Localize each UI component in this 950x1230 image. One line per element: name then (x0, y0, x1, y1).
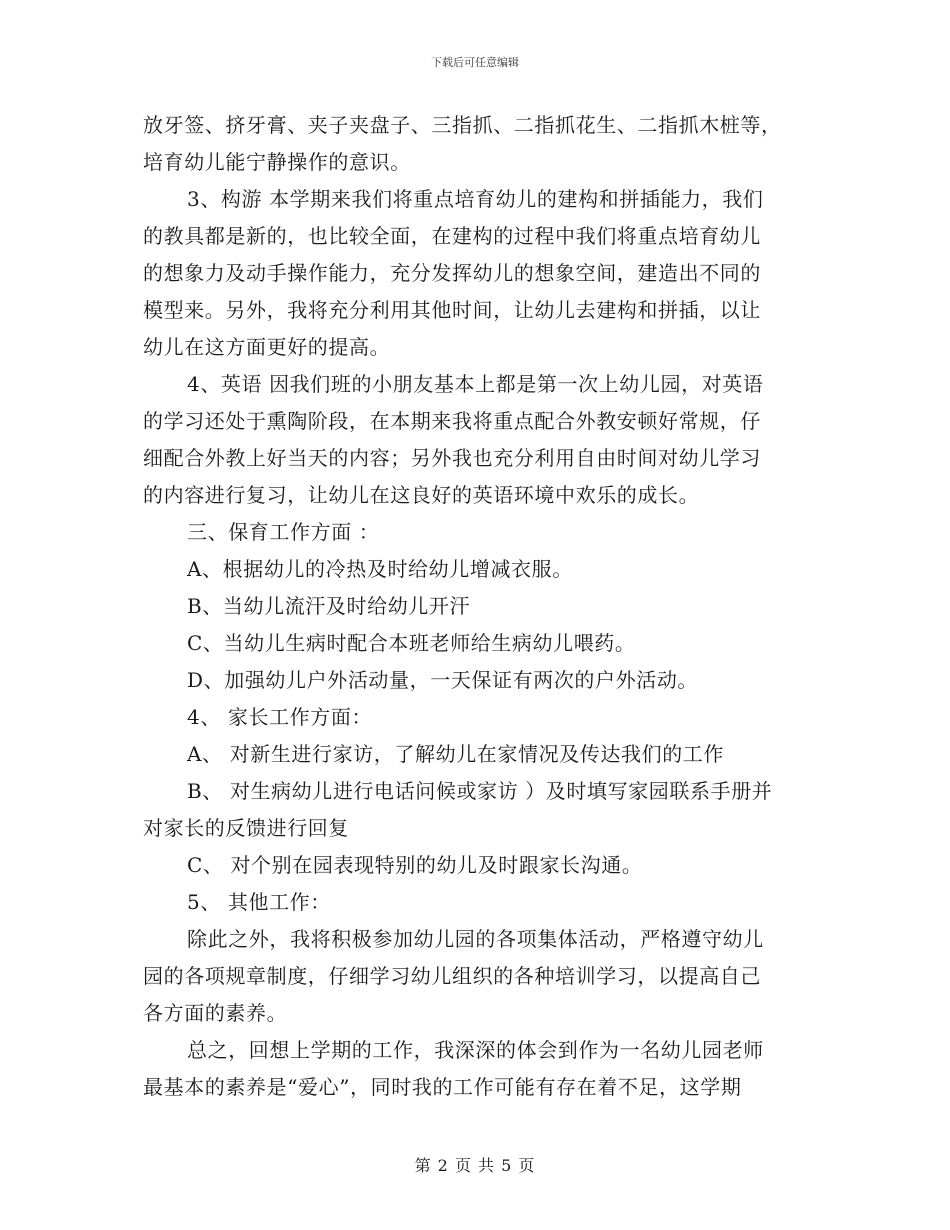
list-item: A、根据幼儿的冷热及时给幼儿增减衣服。 (187, 557, 573, 581)
body-line: 的内容进行复习，让幼儿在这良好的英语环境中欢乐的成长。 (143, 483, 700, 507)
section-heading: 5、 其他工作： (187, 890, 331, 914)
page-number: 第 2 页 共 5 页 (414, 1156, 536, 1175)
list-item: C、 对个别在园表现特别的幼儿及时跟家长沟通。 (187, 853, 643, 877)
body-line: 对家长的反馈进行回复 (143, 816, 349, 840)
body-line: 除此之外，我将积极参加幼儿园的各项集体活动，严格遵守幼儿 (187, 927, 764, 951)
body-line: 幼儿在这方面更好的提高。 (143, 335, 391, 359)
body-line: 4、英语 因我们班的小朋友基本上都是第一次上幼儿园，对英语 (187, 372, 764, 396)
section-heading: 三、保育工作方面 ： (187, 520, 380, 544)
list-item: D、加强幼儿户外活动量，一天保证有两次的户外活动。 (187, 668, 699, 692)
body-line: 的想象力及动手操作能力，充分发挥幼儿的想象空间，建造出不同的 (143, 261, 761, 285)
list-item: C、当幼儿生病时配合本班老师给生病幼儿喂药。 (187, 631, 636, 655)
body-line: 模型来。另外，我将充分利用其他时间，让幼儿去建构和拼插，以让 (143, 298, 761, 322)
section-heading: 4、 家长工作方面： (187, 705, 373, 729)
body-line: 园的各项规章制度，仔细学习幼儿组织的各种培训学习，以提高自己 (143, 964, 761, 988)
body-line: 各方面的素养。 (143, 1001, 288, 1025)
body-line: 的教具都是新的，也比较全面，在建构的过程中我们将重点培育幼儿 (143, 224, 761, 248)
body-line: 细配合外教上好当天的内容；另外我也充分利用自由时间对幼儿学习 (143, 446, 761, 470)
body-line: 的学习还处于熏陶阶段，在本期来我将重点配合外教安顿好常规，仔 (143, 409, 761, 433)
page-header: 下载后可任意编辑 (431, 56, 519, 69)
list-item: B、当幼儿流汗及时给幼儿开汗 (187, 594, 471, 618)
body-line: 最基本的素养是“爱心”，同时我的工作可能有存在着不足，这学期 (143, 1075, 742, 1099)
list-item: A、 对新生进行家访，了解幼儿在家情况及传达我们的工作 (187, 742, 725, 766)
body-line: 放牙签、挤牙膏、夹子夹盘子、三指抓、二指抓花生、二指抓木桩等， (143, 113, 782, 137)
list-item: B、 对生病幼儿进行电话问候或家访 ）及时填写家园联系手册并 (187, 779, 773, 803)
document-body (143, 107, 811, 1106)
body-line: 培育幼儿能宁静操作的意识。 (143, 150, 411, 174)
body-line: 3、构游 本学期来我们将重点培育幼儿的建构和拼插能力，我们 (187, 187, 764, 211)
body-line: 总之，回想上学期的工作，我深深的体会到作为一名幼儿园老师 (187, 1038, 764, 1062)
